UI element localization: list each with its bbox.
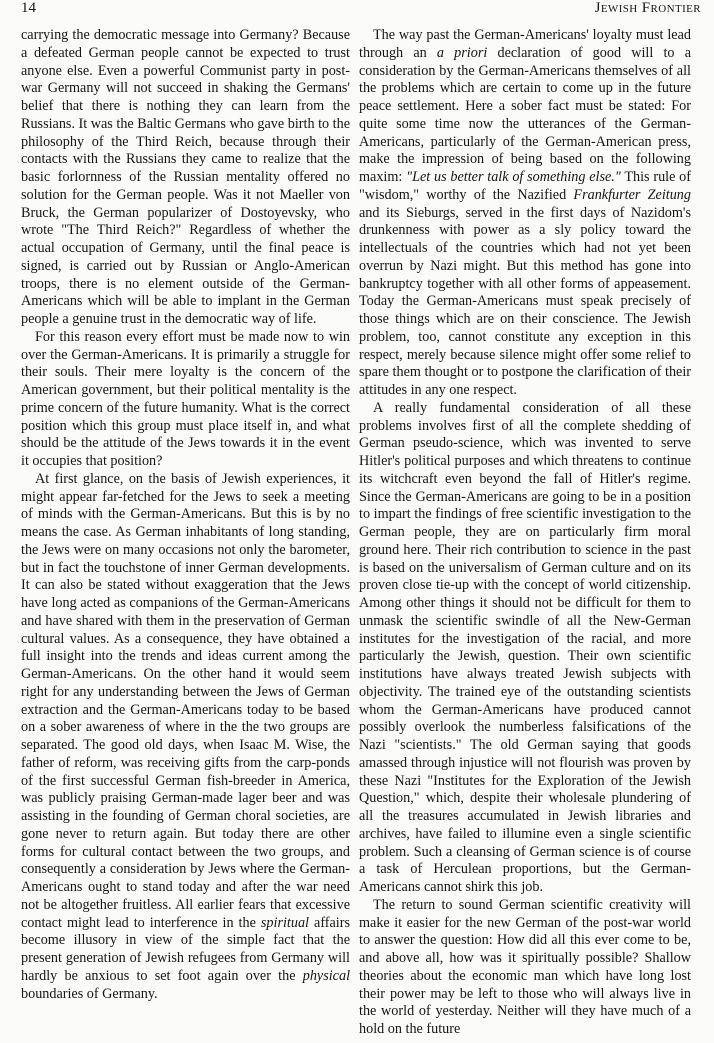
- text-run: At first glance, on the basis of Jewish experiences, it might appear far-fetched for the Jews to seek a meeting of minds with the German-Americans. But this is by no means the case. As German inhabitants of long standing, the Jews were on many occasions not only the barometer, but in fact the touchstone of inner German developments. It can also be stated without exaggeration that the Jews have long acted as companions of the German-Americans and have shared with them in the preservation of German cultural values. As a consequence, they have obtained a full insight into the trends and ideas current among the German-Americans. On the other hand it would seem right for any understanding between the Jews of German extraction and the German-Americans today to be based on a sober awareness of where in the the two groups are separated. The good old days, when Isaac M. Wise, the father of reform, was receiving gifts from the carp-ponds of the first successful German fish-breeder in America, was publicly praising German-made lager beer and was assisting in the founding of German choral societies, are gone never to return again. But today there are other forms for cultural contact between the two groups, and consequently a consideration by Jews where the German-Americans ought to stand today and after the war need not be altogether fruitless. All earlier fears that excessive contact might lead to interference in the: [21, 470, 350, 931]
- paragraph: [359, 27, 691, 400]
- paragraph: A really fundamental consideration of all these problems involves first of all the complete shedding of German pseudo-science, which was invented to serve Hitler's political purposes and which threatens to continue its witchcraft even beyond the fall of Hitler's regime. Since the German-Americans are going to be in a position to impart the findings of free scientific investigation to the German people, they are on particularly firm moral ground here. Their rich contribution to science in the past is based on the universalism of German culture and on its proven close tie-up with the concept of world citizenship. Among other things it should not be difficult for them to unmask the scientific swindle of all the New-German institutes for the investigation of the racial, and more particularly the Jewish, question. Their own scientific institutions have always treated Jewish subjects with objectivity. The trained eye of the outstanding scientists whom the German-Americans have produced cannot possibly overlook the numberless falsifications of the Nazi "scientists." The old German saying that goods amassed through injustice will not flourish was proven by these Nazi "Institutes for the Exploration of the Jewish Question," which, despite their wholesale plundering of all the treasures accumulated in Jewish libraries and archives, have failed to illumine even a single scientific problem. Such a cleansing of German science is of course a task of Herculean proportions, but the German-Americans cannot shirk this job.: [359, 399, 691, 895]
- paragraph: [21, 471, 350, 1004]
- italic-maxim: "Let us better talk of something else.": [406, 169, 621, 185]
- text-run: boundaries of Germany.: [21, 985, 158, 1002]
- left-column: [21, 27, 350, 1003]
- text-run: The way past the German-Americans' loyalty must lead through an: [359, 27, 691, 61]
- text-run: and its Sieburgs, served in the first days of Nazidom's drunkenness with power as a sly policy toward the intellectuals of the countries which had not yet been overrun by Nazi might. But this method has gone into bankruptcy together with all other forms of appeasement. Today the German-Americans must speak precisely of those things which are on their conscience. The Jewish problem, too, cannot constitute any exception in this respect, merely because silence might offer some relief to spare them thought or to postpone the clarification of their attitudes in any one respect.: [359, 204, 691, 398]
- text-run: declaration of good will to a consideration by the German-Americans themselves of all the problems which are certain to come up in the future peace settlement. Here a sober fact must be stated: For quite some time now the utterances of the German-Americans, particularly of the German-American press, make the impression of being based on the following maxim:: [359, 44, 692, 185]
- journal-title: Jewish Frontier: [594, 0, 701, 16]
- right-column: [359, 27, 691, 1039]
- running-header: [0, 0, 714, 24]
- text-run: This rule of "wisdom," worthy of the Nazified: [359, 169, 691, 203]
- paragraph: For this reason every effort must be made now to win over the German-Americans. It is primarily a struggle for their souls. Their mere loyalty is the concern of the American government, but their political mentality is the prime concern of the future humanity. What is the correct position which this group must place itself in, and what should be the attitude of the Jews towards it in the event it occupies that position?: [21, 328, 350, 469]
- italic-word: physical: [302, 967, 351, 984]
- page-number: 14: [21, 0, 36, 16]
- italic-word: spiritual: [260, 914, 309, 931]
- italic-newspaper-name: Frankfurter Zeitung: [573, 186, 691, 203]
- italic-phrase: a priori: [436, 44, 488, 61]
- paragraph: The return to sound German scientific creativity will make it easier for the new German of the post-war world to answer the question: How did all this ever come to be, and above all, how was it spiritually possible? Shallow theories about the economic man which have long lost their power may be left to those who will always live in the world of yesterday. Neither will they have much of a hold on the future: [359, 896, 691, 1037]
- text-run: affairs become illusory in view of the simple fact that the present generation of Jewish refugees from Germany will hardly be anxious to set foot again over the: [21, 914, 350, 984]
- paragraph: carrying the democratic message into Germany? Because a defeated German people cannot be expected to trust anyone else. Even a powerful Communist party in post-war Germany will not succeed in shaking the Germans' belief that there is nothing they can learn from the Russians. It was the Baltic Germans who gave birth to the philosophy of the Third Reich, because through their contacts with the Russians they came to realize that the basic forlornness of the Russian mentality offered no solution for the German people. Was it not Maeller von Bruck, the German popularizer of Dostoyevsky, who wrote "The Third Reich?" Regardless of whether the actual occupation of Germany, until the final peace is signed, is carried out by Russian or Anglo-American troops, there is no element outside of the German-Americans which will be able to implant in the German people a genuine trust in the democratic way of life.: [21, 27, 351, 327]
